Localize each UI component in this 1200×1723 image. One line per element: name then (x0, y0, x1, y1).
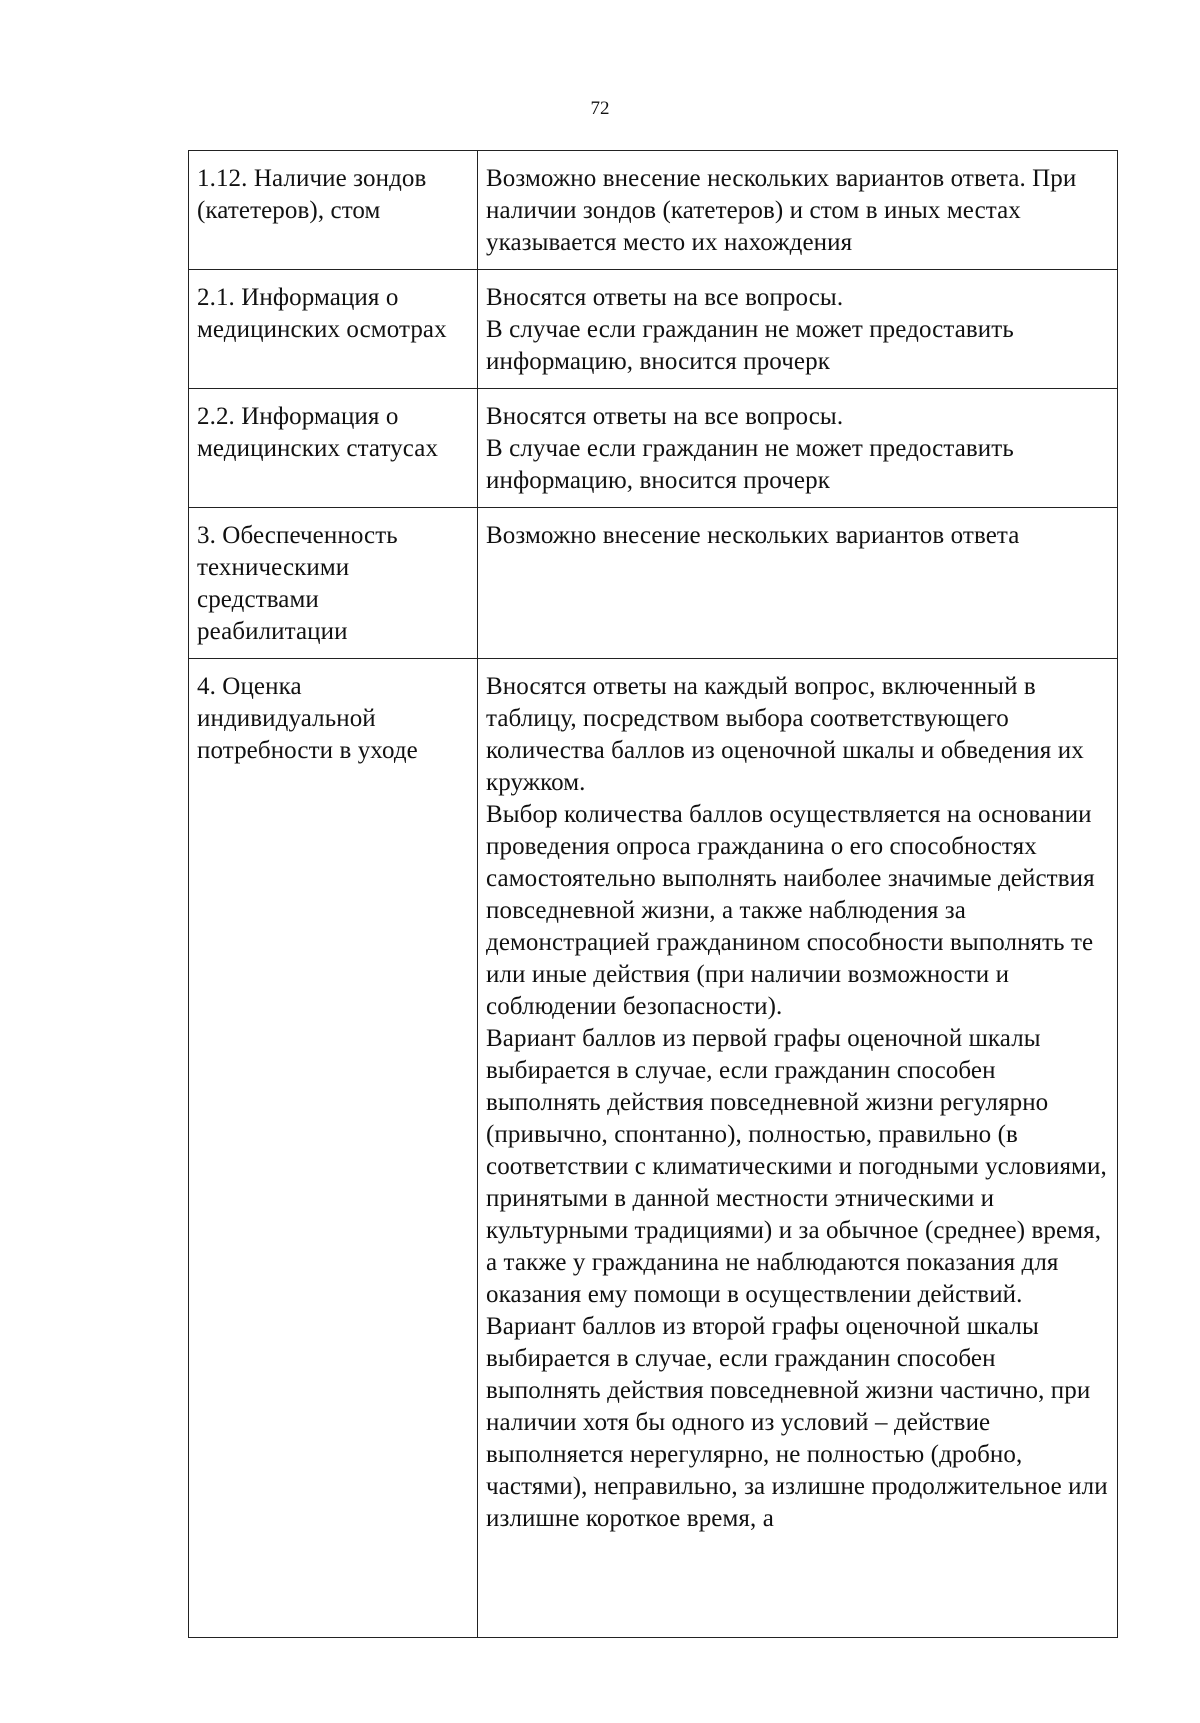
section-title: 3. Обеспеченность техническими средствами реабилитации (189, 508, 478, 659)
section-title: 1.12. Наличие зондов (катетеров), стом (189, 151, 478, 270)
instruction-paragraph: Вносятся ответы на все вопросы. (486, 403, 844, 430)
section-instructions (478, 508, 1118, 659)
instruction-paragraph: Вносятся ответы на все вопросы. (486, 284, 844, 311)
section-instructions (478, 270, 1118, 389)
section-title: 2.2. Информация о медицинских статусах (189, 389, 478, 508)
instruction-paragraph: В случае если гражданин не может предоставить информацию, вносится прочерк (486, 316, 1014, 375)
table-row (189, 508, 1118, 659)
table-row (189, 151, 1118, 270)
section-instructions (478, 151, 1118, 270)
instruction-paragraph: Вариант баллов из второй графы оценочной шкалы выбирается в случае, если гражданин способен выполнять действия повседневной жизни частично, при наличии хотя бы одного из условий – действие выполняется нерегулярно, не полностью (дробно, частями), неправильно, за излишне продолжительное или излишне короткое время, а (486, 1313, 1108, 1532)
section-instructions (478, 389, 1118, 508)
table-row (189, 659, 1118, 1638)
table-row (189, 389, 1118, 508)
section-instructions (478, 659, 1118, 1638)
instruction-paragraph: Возможно внесение нескольких вариантов ответа (486, 522, 1020, 549)
instruction-paragraph: В случае если гражданин не может предоставить информацию, вносится прочерк (486, 435, 1014, 494)
page-number: 72 (590, 98, 610, 119)
table-row (189, 270, 1118, 389)
instruction-paragraph: Выбор количества баллов осуществляется на основании проведения опроса гражданина о его способностях самостоятельно выполнять наиболее значимые действия повседневной жизни, а также наблюдения за демонстрацией гражданином способности выполнять те или иные действия (при наличии возможности и соблюдении безопасности). (486, 801, 1095, 1020)
instruction-paragraph: Вариант баллов из первой графы оценочной шкалы выбирается в случае, если гражданин способен выполнять действия повседневной жизни регулярно (привычно, спонтанно), полностью, правильно (в соответствии с климатическими и погодными условиями, принятыми в данной местности этническими и культурными традициями) и за обычное (среднее) время, а также у гражданина не наблюдаются показания для оказания ему помощи в осуществлении действий. (486, 1025, 1107, 1308)
section-title: 4. Оценка индивидуальной потребности в уходе (189, 659, 478, 1638)
instruction-paragraph: Вносятся ответы на каждый вопрос, включенный в таблицу, посредством выбора соответствующего количества баллов из оценочной шкалы и обведения их кружком. (486, 673, 1084, 796)
section-title: 2.1. Информация о медицинских осмотрах (189, 270, 478, 389)
instruction-paragraph: Возможно внесение нескольких вариантов ответа. При наличии зондов (катетеров) и стом в иных местах указывается место их нахождения (486, 165, 1077, 256)
instructions-table (188, 150, 1118, 1638)
